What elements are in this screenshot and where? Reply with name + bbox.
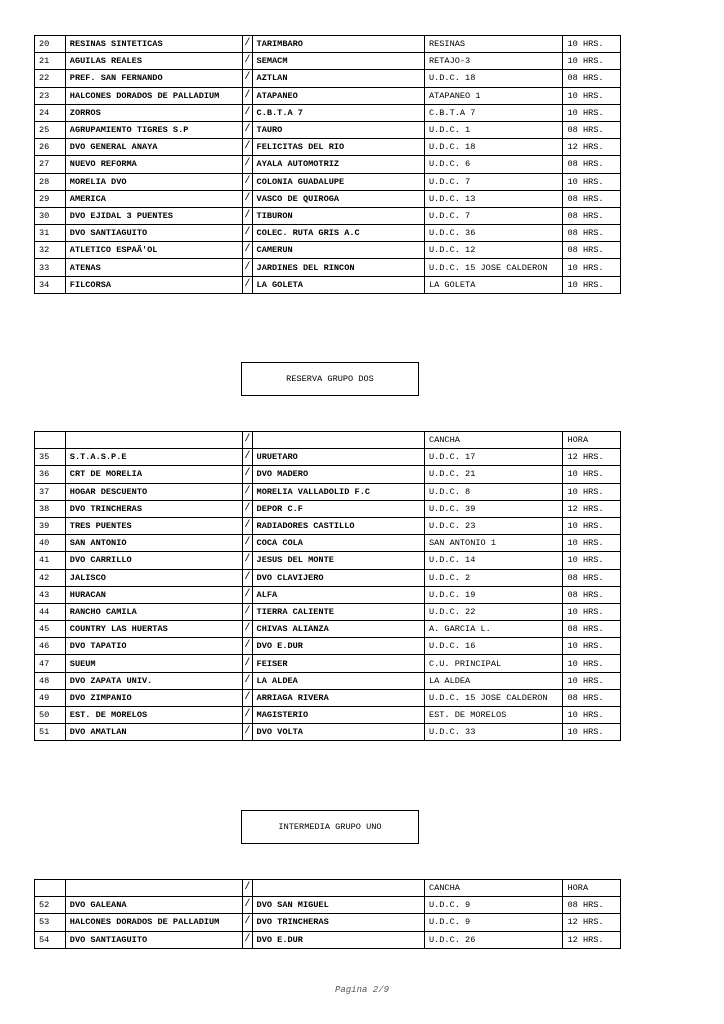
cancha-cell: U.D.C. 15 JOSE CALDERON xyxy=(424,689,563,706)
home-team-cell: ATENAS xyxy=(65,259,243,276)
hora-cell: 08 HRS. xyxy=(563,156,621,173)
table-row xyxy=(35,603,621,620)
separator-cell: / xyxy=(243,535,252,552)
separator-cell: / xyxy=(243,483,252,500)
separator-cell: / xyxy=(243,190,252,207)
home-team-cell: FILCORSA xyxy=(65,276,243,293)
match-number-cell: 26 xyxy=(35,139,66,156)
separator-cell: / xyxy=(243,242,252,259)
separator-cell: / xyxy=(243,87,252,104)
hora-cell: 08 HRS. xyxy=(563,569,621,586)
home-team-cell: AMERICA xyxy=(65,190,243,207)
hora-cell: 10 HRS. xyxy=(563,603,621,620)
cancha-cell: U.D.C. 23 xyxy=(424,517,563,534)
hora-cell: 08 HRS. xyxy=(563,242,621,259)
hora-cell: 08 HRS. xyxy=(563,70,621,87)
hora-cell: 10 HRS. xyxy=(563,672,621,689)
match-number-cell: 52 xyxy=(35,897,66,914)
cancha-cell: U.D.C. 13 xyxy=(424,190,563,207)
table-row xyxy=(35,672,621,689)
home-team-cell: JALISCO xyxy=(65,569,243,586)
separator-cell: / xyxy=(243,724,252,741)
table-row xyxy=(35,500,621,517)
cancha-cell: SAN ANTONIO 1 xyxy=(424,535,563,552)
home-team-cell: PREF. SAN FERNANDO xyxy=(65,70,243,87)
cancha-cell: RESINAS xyxy=(424,36,563,53)
hora-cell: 12 HRS. xyxy=(563,449,621,466)
home-team-cell: DVO GALEANA xyxy=(65,897,243,914)
away-team-cell: LA GOLETA xyxy=(252,276,424,293)
home-team-cell: HURACAN xyxy=(65,586,243,603)
table-row xyxy=(35,70,621,87)
hora-cell: 10 HRS. xyxy=(563,276,621,293)
hora-cell: 10 HRS. xyxy=(563,655,621,672)
cancha-cell: U.D.C. 2 xyxy=(424,569,563,586)
table-row xyxy=(35,104,621,121)
match-number-cell: 30 xyxy=(35,207,66,224)
away-team-cell: DVO SAN MIGUEL xyxy=(252,897,424,914)
cancha-header: CANCHA xyxy=(424,432,563,449)
hora-cell: 12 HRS. xyxy=(563,931,621,948)
home-team-cell: DVO CARRILLO xyxy=(65,552,243,569)
match-number-cell: 24 xyxy=(35,104,66,121)
separator-cell: / xyxy=(243,104,252,121)
table-row xyxy=(35,225,621,242)
hora-cell: 08 HRS. xyxy=(563,121,621,138)
cancha-cell: U.D.C. 14 xyxy=(424,552,563,569)
match-number-cell: 44 xyxy=(35,603,66,620)
cancha-cell: U.D.C. 39 xyxy=(424,500,563,517)
cancha-cell: U.D.C. 18 xyxy=(424,139,563,156)
separator-cell: / xyxy=(243,225,252,242)
home-team-cell: CRT DE MORELIA xyxy=(65,466,243,483)
hora-cell: 10 HRS. xyxy=(563,36,621,53)
fixtures-table-1 xyxy=(34,35,621,294)
hora-header: HORA xyxy=(563,880,621,897)
match-number-cell: 22 xyxy=(35,70,66,87)
section-title-reserva-grupo-dos: RESERVA GRUPO DOS xyxy=(241,362,419,396)
page-footer: Pagina 2/9 xyxy=(334,985,389,995)
cancha-cell: U.D.C. 7 xyxy=(424,207,563,224)
home-team-cell: DVO EJIDAL 3 PUENTES xyxy=(65,207,243,224)
away-team-cell: DVO E.DUR xyxy=(252,931,424,948)
home-team-cell: AGRUPAMIENTO TIGRES S.P xyxy=(65,121,243,138)
separator-cell: / xyxy=(243,276,252,293)
table-row xyxy=(35,638,621,655)
separator-cell: / xyxy=(243,449,252,466)
away-team-cell: ALFA xyxy=(252,586,424,603)
away-team-cell: TAURO xyxy=(252,121,424,138)
match-number-cell: 35 xyxy=(35,449,66,466)
home-team-cell: SUEUM xyxy=(65,655,243,672)
match-number-header xyxy=(35,880,66,897)
home-team-cell: RANCHO CAMILA xyxy=(65,603,243,620)
cancha-cell: U.D.C. 33 xyxy=(424,724,563,741)
hora-cell: 10 HRS. xyxy=(563,104,621,121)
table-row xyxy=(35,466,621,483)
home-team-cell: TRES PUENTES xyxy=(65,517,243,534)
away-team-cell: DVO E.DUR xyxy=(252,638,424,655)
table-row xyxy=(35,569,621,586)
table-row xyxy=(35,190,621,207)
separator-cell: / xyxy=(243,914,252,931)
separator-cell: / xyxy=(243,500,252,517)
separator-cell: / xyxy=(243,173,252,190)
away-team-cell: DVO VOLTA xyxy=(252,724,424,741)
separator-cell: / xyxy=(243,569,252,586)
cancha-cell: U.D.C. 12 xyxy=(424,242,563,259)
match-number-cell: 29 xyxy=(35,190,66,207)
separator-header: / xyxy=(243,880,252,897)
hora-cell: 08 HRS. xyxy=(563,207,621,224)
away-team-cell: COLONIA GUADALUPE xyxy=(252,173,424,190)
separator-cell: / xyxy=(243,638,252,655)
table-row xyxy=(35,724,621,741)
home-team-header xyxy=(65,880,243,897)
away-team-cell: DEPOR C.F xyxy=(252,500,424,517)
cancha-cell: C.U. PRINCIPAL xyxy=(424,655,563,672)
hora-cell: 10 HRS. xyxy=(563,87,621,104)
table-row xyxy=(35,36,621,53)
hora-cell: 08 HRS. xyxy=(563,689,621,706)
match-number-cell: 53 xyxy=(35,914,66,931)
separator-cell: / xyxy=(243,156,252,173)
cancha-cell: U.D.C. 19 xyxy=(424,586,563,603)
away-team-cell: ARRIAGA RIVERA xyxy=(252,689,424,706)
table-row xyxy=(35,586,621,603)
table-row xyxy=(35,242,621,259)
separator-cell: / xyxy=(243,689,252,706)
match-number-cell: 48 xyxy=(35,672,66,689)
table-row xyxy=(35,259,621,276)
match-number-cell: 46 xyxy=(35,638,66,655)
separator-header: / xyxy=(243,432,252,449)
home-team-cell: NUEVO REFORMA xyxy=(65,156,243,173)
away-team-cell: DVO MADERO xyxy=(252,466,424,483)
hora-cell: 08 HRS. xyxy=(563,225,621,242)
table-row xyxy=(35,276,621,293)
hora-cell: 10 HRS. xyxy=(563,535,621,552)
separator-cell: / xyxy=(243,139,252,156)
cancha-cell: C.B.T.A 7 xyxy=(424,104,563,121)
cancha-cell: U.D.C. 8 xyxy=(424,483,563,500)
away-team-cell: DVO CLAVIJERO xyxy=(252,569,424,586)
hora-cell: 12 HRS. xyxy=(563,139,621,156)
cancha-cell: U.D.C. 9 xyxy=(424,897,563,914)
match-number-cell: 37 xyxy=(35,483,66,500)
away-team-cell: COLEC. RUTA GRIS A.C xyxy=(252,225,424,242)
match-number-cell: 25 xyxy=(35,121,66,138)
match-number-cell: 21 xyxy=(35,53,66,70)
match-number-header xyxy=(35,432,66,449)
away-team-cell: AYALA AUTOMOTRIZ xyxy=(252,156,424,173)
cancha-cell: U.D.C. 16 xyxy=(424,638,563,655)
hora-cell: 12 HRS. xyxy=(563,914,621,931)
hora-cell: 10 HRS. xyxy=(563,707,621,724)
home-team-cell: COUNTRY LAS HUERTAS xyxy=(65,621,243,638)
hora-cell: 08 HRS. xyxy=(563,897,621,914)
separator-cell: / xyxy=(243,517,252,534)
separator-cell: / xyxy=(243,621,252,638)
cancha-header: CANCHA xyxy=(424,880,563,897)
away-team-cell: JESUS DEL MONTE xyxy=(252,552,424,569)
home-team-cell: ATLETICO ESPAÃ'OL xyxy=(65,242,243,259)
away-team-header xyxy=(252,880,424,897)
separator-cell: / xyxy=(243,466,252,483)
home-team-cell: DVO SANTIAGUITO xyxy=(65,931,243,948)
table-row xyxy=(35,139,621,156)
away-team-cell: COCA COLA xyxy=(252,535,424,552)
cancha-cell: RETAJO-3 xyxy=(424,53,563,70)
away-team-cell: JARDINES DEL RINCON xyxy=(252,259,424,276)
home-team-cell: ZORROS xyxy=(65,104,243,121)
separator-cell: / xyxy=(243,707,252,724)
table-row xyxy=(35,914,621,931)
cancha-cell: A. GARCIA L. xyxy=(424,621,563,638)
hora-cell: 10 HRS. xyxy=(563,173,621,190)
separator-cell: / xyxy=(243,259,252,276)
away-team-cell: FEISER xyxy=(252,655,424,672)
cancha-cell: LA GOLETA xyxy=(424,276,563,293)
cancha-cell: U.D.C. 18 xyxy=(424,70,563,87)
match-number-cell: 23 xyxy=(35,87,66,104)
home-team-cell: EST. DE MORELOS xyxy=(65,707,243,724)
cancha-cell: U.D.C. 9 xyxy=(424,914,563,931)
table-row xyxy=(35,207,621,224)
home-team-header xyxy=(65,432,243,449)
cancha-cell: U.D.C. 17 xyxy=(424,449,563,466)
table-row xyxy=(35,87,621,104)
table-row xyxy=(35,156,621,173)
match-number-cell: 49 xyxy=(35,689,66,706)
cancha-cell: U.D.C. 7 xyxy=(424,173,563,190)
match-number-cell: 34 xyxy=(35,276,66,293)
table-row xyxy=(35,689,621,706)
fixtures-table-3 xyxy=(34,879,621,949)
home-team-cell: RESINAS SINTETICAS xyxy=(65,36,243,53)
away-team-cell: AZTLAN xyxy=(252,70,424,87)
hora-cell: 08 HRS. xyxy=(563,190,621,207)
home-team-cell: HALCONES DORADOS DE PALLADIUM xyxy=(65,87,243,104)
hora-cell: 08 HRS. xyxy=(563,586,621,603)
cancha-cell: U.D.C. 21 xyxy=(424,466,563,483)
separator-cell: / xyxy=(243,655,252,672)
cancha-cell: U.D.C. 36 xyxy=(424,225,563,242)
hora-cell: 10 HRS. xyxy=(563,638,621,655)
match-number-cell: 54 xyxy=(35,931,66,948)
away-team-cell: FELICITAS DEL RIO xyxy=(252,139,424,156)
hora-cell: 10 HRS. xyxy=(563,53,621,70)
home-team-cell: DVO ZIMPANIO xyxy=(65,689,243,706)
away-team-cell: TARIMBARO xyxy=(252,36,424,53)
away-team-cell: ATAPANEO xyxy=(252,87,424,104)
home-team-cell: DVO AMATLAN xyxy=(65,724,243,741)
hora-cell: 10 HRS. xyxy=(563,259,621,276)
match-number-cell: 50 xyxy=(35,707,66,724)
away-team-cell: SEMACM xyxy=(252,53,424,70)
home-team-cell: SAN ANTONIO xyxy=(65,535,243,552)
table-row xyxy=(35,483,621,500)
table-row xyxy=(35,535,621,552)
hora-cell: 10 HRS. xyxy=(563,724,621,741)
away-team-cell: CHIVAS ALIANZA xyxy=(252,621,424,638)
table-row xyxy=(35,655,621,672)
separator-cell: / xyxy=(243,70,252,87)
cancha-cell: U.D.C. 1 xyxy=(424,121,563,138)
home-team-cell: AGUILAS REALES xyxy=(65,53,243,70)
table-header-row xyxy=(35,880,621,897)
table-row xyxy=(35,53,621,70)
match-number-cell: 28 xyxy=(35,173,66,190)
section-title-intermedia-grupo-uno: INTERMEDIA GRUPO UNO xyxy=(241,810,419,844)
separator-cell: / xyxy=(243,586,252,603)
match-number-cell: 20 xyxy=(35,36,66,53)
hora-cell: 10 HRS. xyxy=(563,466,621,483)
fixtures-table-2 xyxy=(34,431,621,741)
home-team-cell: DVO SANTIAGUITO xyxy=(65,225,243,242)
separator-cell: / xyxy=(243,36,252,53)
table-row xyxy=(35,621,621,638)
match-number-cell: 40 xyxy=(35,535,66,552)
table-row xyxy=(35,552,621,569)
home-team-cell: DVO TRINCHERAS xyxy=(65,500,243,517)
match-number-cell: 42 xyxy=(35,569,66,586)
match-number-cell: 39 xyxy=(35,517,66,534)
away-team-cell: VASCO DE QUIROGA xyxy=(252,190,424,207)
hora-cell: 10 HRS. xyxy=(563,483,621,500)
match-number-cell: 41 xyxy=(35,552,66,569)
home-team-cell: DVO ZAPATA UNIV. xyxy=(65,672,243,689)
cancha-cell: U.D.C. 26 xyxy=(424,931,563,948)
hora-header: HORA xyxy=(563,432,621,449)
match-number-cell: 47 xyxy=(35,655,66,672)
table-row xyxy=(35,121,621,138)
separator-cell: / xyxy=(243,53,252,70)
separator-cell: / xyxy=(243,931,252,948)
table-row xyxy=(35,897,621,914)
hora-cell: 10 HRS. xyxy=(563,552,621,569)
table-row xyxy=(35,173,621,190)
match-number-cell: 38 xyxy=(35,500,66,517)
home-team-cell: MORELIA DVO xyxy=(65,173,243,190)
away-team-cell: MORELIA VALLADOLID F.C xyxy=(252,483,424,500)
cancha-cell: EST. DE MORELOS xyxy=(424,707,563,724)
cancha-cell: U.D.C. 15 JOSE CALDERON xyxy=(424,259,563,276)
separator-cell: / xyxy=(243,897,252,914)
away-team-cell: MAGISTERIO xyxy=(252,707,424,724)
match-number-cell: 51 xyxy=(35,724,66,741)
away-team-cell: RADIADORES CASTILLO xyxy=(252,517,424,534)
match-number-cell: 32 xyxy=(35,242,66,259)
away-team-cell: URUETARO xyxy=(252,449,424,466)
away-team-cell: LA ALDEA xyxy=(252,672,424,689)
table-row xyxy=(35,931,621,948)
separator-cell: / xyxy=(243,603,252,620)
match-number-cell: 31 xyxy=(35,225,66,242)
separator-cell: / xyxy=(243,121,252,138)
hora-cell: 10 HRS. xyxy=(563,517,621,534)
cancha-cell: LA ALDEA xyxy=(424,672,563,689)
away-team-cell: C.B.T.A 7 xyxy=(252,104,424,121)
home-team-cell: S.T.A.S.P.E xyxy=(65,449,243,466)
home-team-cell: HOGAR DESCUENTO xyxy=(65,483,243,500)
separator-cell: / xyxy=(243,552,252,569)
away-team-header xyxy=(252,432,424,449)
separator-cell: / xyxy=(243,672,252,689)
match-number-cell: 27 xyxy=(35,156,66,173)
table-row xyxy=(35,449,621,466)
match-number-cell: 36 xyxy=(35,466,66,483)
table-header-row xyxy=(35,432,621,449)
home-team-cell: DVO TAPATIO xyxy=(65,638,243,655)
match-number-cell: 43 xyxy=(35,586,66,603)
table-row xyxy=(35,707,621,724)
away-team-cell: CAMERUN xyxy=(252,242,424,259)
match-number-cell: 45 xyxy=(35,621,66,638)
hora-cell: 12 HRS. xyxy=(563,500,621,517)
cancha-cell: U.D.C. 6 xyxy=(424,156,563,173)
cancha-cell: U.D.C. 22 xyxy=(424,603,563,620)
cancha-cell: ATAPANEO 1 xyxy=(424,87,563,104)
separator-cell: / xyxy=(243,207,252,224)
away-team-cell: DVO TRINCHERAS xyxy=(252,914,424,931)
away-team-cell: TIERRA CALIENTE xyxy=(252,603,424,620)
match-number-cell: 33 xyxy=(35,259,66,276)
away-team-cell: TIBURON xyxy=(252,207,424,224)
hora-cell: 08 HRS. xyxy=(563,621,621,638)
home-team-cell: DVO GENERAL ANAYA xyxy=(65,139,243,156)
table-row xyxy=(35,517,621,534)
home-team-cell: HALCONES DORADOS DE PALLADIUM xyxy=(65,914,243,931)
